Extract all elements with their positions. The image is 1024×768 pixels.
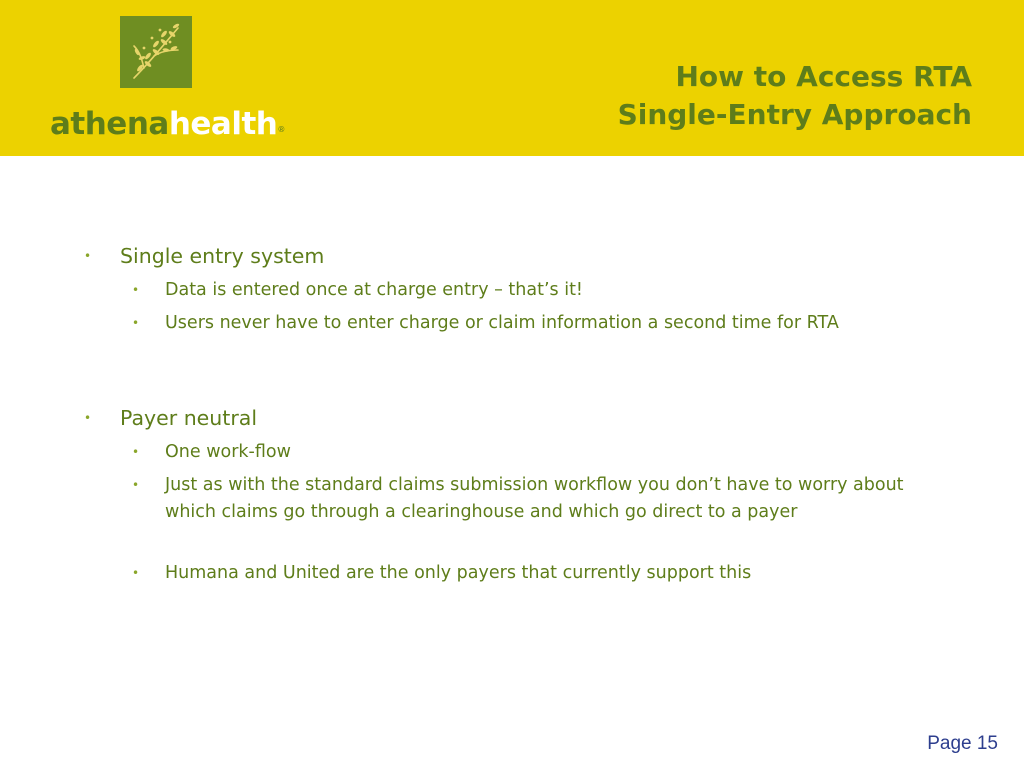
slide-title	[618, 58, 972, 134]
bullet-marker: •	[132, 566, 140, 580]
bullet-level2: Just as with the standard claims submission workflow you don’t have to worry about which claims go through a clearinghouse and which go direct to a payer	[165, 475, 904, 522]
bullet-marker: •	[132, 283, 140, 297]
bullet-marker: •	[132, 445, 140, 459]
page-number: Page 15	[927, 733, 998, 754]
trademark-mark: ®	[277, 125, 285, 134]
bullet-level1: Single entry system	[120, 244, 325, 268]
logo-wordmark	[50, 104, 285, 144]
slide-title-line1: How to Access RTA	[675, 60, 972, 93]
bullet-marker: •	[84, 249, 92, 263]
bullet-marker: •	[132, 478, 140, 492]
bullet-marker: •	[132, 316, 140, 330]
bullet-level2: Data is entered once at charge entry – that’s it!	[165, 280, 583, 300]
header-band	[0, 0, 1024, 156]
wordmark-first: athena	[50, 106, 169, 142]
bullet-level2: Humana and United are the only payers that currently support this	[165, 563, 752, 583]
bullet-marker: •	[84, 411, 92, 425]
bullet-level1: Payer neutral	[120, 406, 258, 430]
slide-title-line2: Single-Entry Approach	[617, 98, 972, 131]
logo-emblem	[120, 16, 192, 88]
wordmark-second: health	[168, 106, 278, 142]
bullet-level2: Users never have to enter charge or claim information a second time for RTA	[165, 313, 839, 333]
bullet-level2: One work-flow	[165, 442, 291, 462]
olive-branch-icon	[120, 16, 192, 88]
